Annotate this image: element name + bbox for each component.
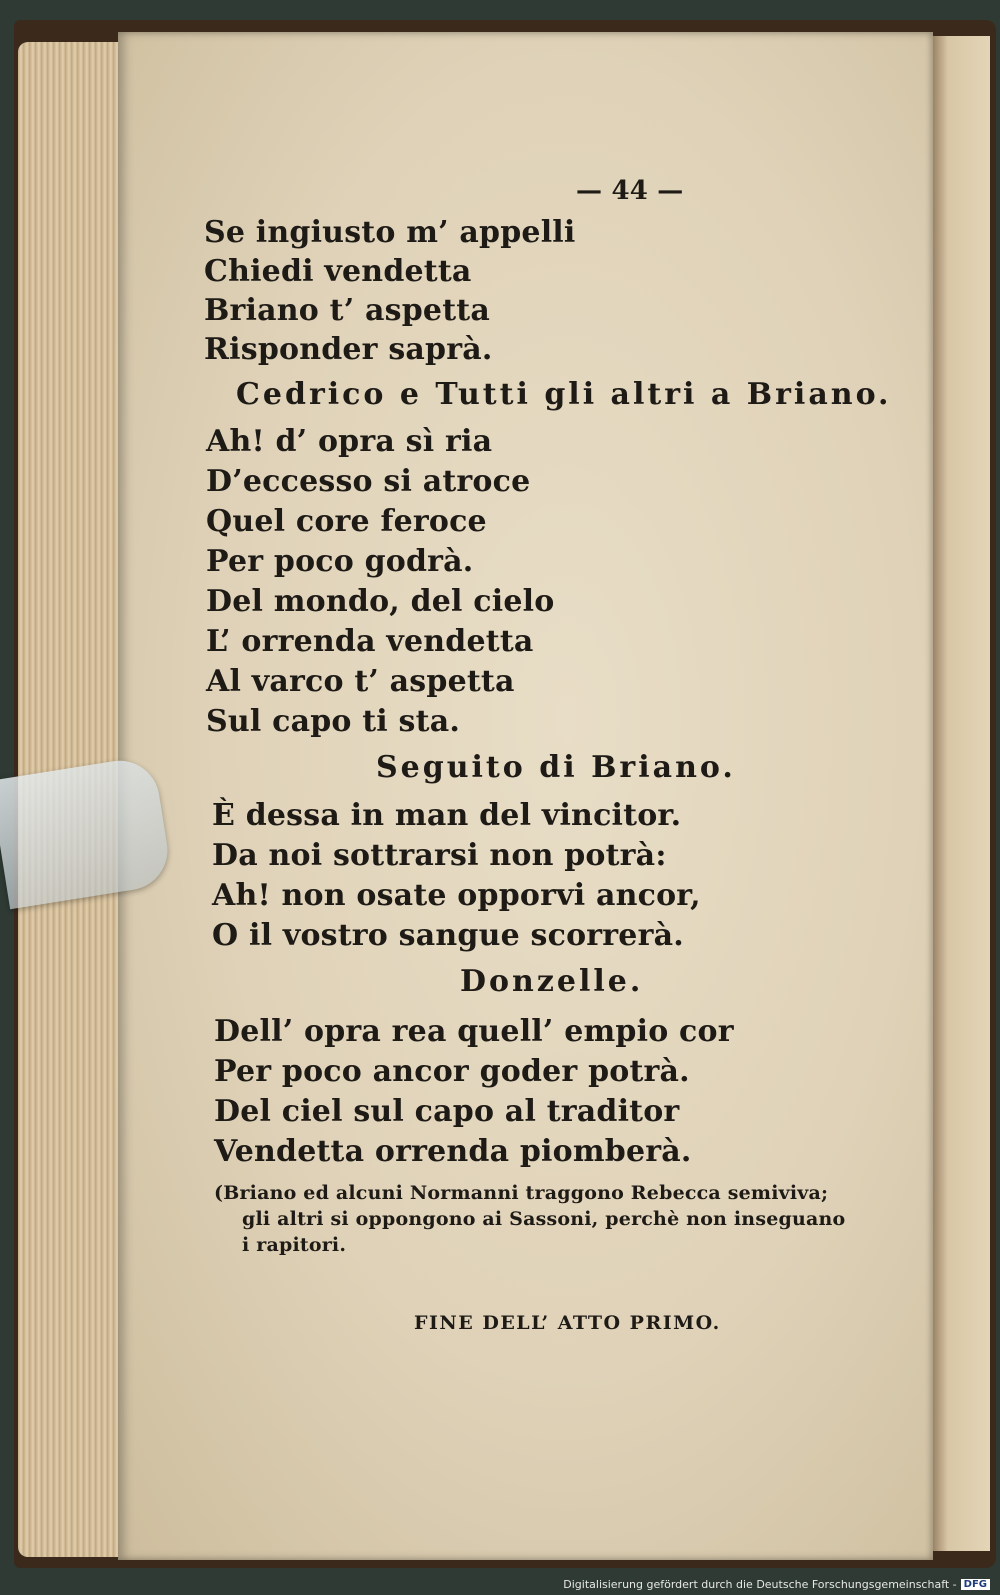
verse-line: Risponder saprà. (204, 332, 493, 367)
verse-line: Chiedi vendetta (204, 254, 472, 289)
footer-credit-text: Digitalisierung gefördert durch die Deutsche Forschungsgemeinschaft - (563, 1578, 957, 1591)
stage-direction-line: gli altri si oppongono ai Sassoni, perchè non inseguano (242, 1208, 846, 1230)
verse-line: Ah! non osate opporvi ancor, (212, 878, 701, 913)
right-page-edge (930, 36, 990, 1551)
verse-line: Quel core feroce (206, 504, 487, 539)
verse-line: Sul capo ti sta. (206, 704, 460, 739)
verse-line: È dessa in man del vincitor. (212, 798, 682, 833)
footer-credit (563, 1578, 990, 1591)
dfg-logo: DFG (961, 1579, 990, 1590)
page-number: — 44 — (576, 176, 684, 206)
verse-line: Da noi sottrarsi non potrà: (212, 838, 667, 873)
end-of-act: FINE DELL’ ATTO PRIMO. (414, 1312, 721, 1334)
verse-line: O il vostro sangue scorrerà. (212, 918, 684, 953)
speaker-heading: Seguito di Briano. (376, 750, 736, 785)
verse-line: Del ciel sul capo al traditor (214, 1094, 680, 1129)
verse-line: Vendetta orrenda piomberà. (214, 1134, 692, 1169)
book-page (118, 32, 933, 1560)
verse-line: Dell’ opra rea quell’ empio cor (214, 1014, 734, 1049)
verse-line: L’ orrenda vendetta (206, 624, 534, 659)
verse-line: Per poco godrà. (206, 544, 474, 579)
verse-line: D’eccesso si atroce (206, 464, 531, 499)
speaker-heading: Donzelle. (460, 964, 644, 999)
verse-line: Briano t’ aspetta (204, 293, 490, 328)
verse-line: Se ingiusto m’ appelli (204, 215, 576, 250)
verse-line: Del mondo, del cielo (206, 584, 555, 619)
stage-direction-line: i rapitori. (242, 1234, 347, 1256)
stage-direction-line: (Briano ed alcuni Normanni traggono Rebecca semiviva; (214, 1182, 829, 1204)
verse-line: Per poco ancor goder potrà. (214, 1054, 690, 1089)
speaker-heading: Cedrico e Tutti gli altri a Briano. (236, 377, 892, 412)
verse-line: Al varco t’ aspetta (206, 664, 515, 699)
verse-line: Ah! d’ opra sì ria (206, 424, 493, 459)
